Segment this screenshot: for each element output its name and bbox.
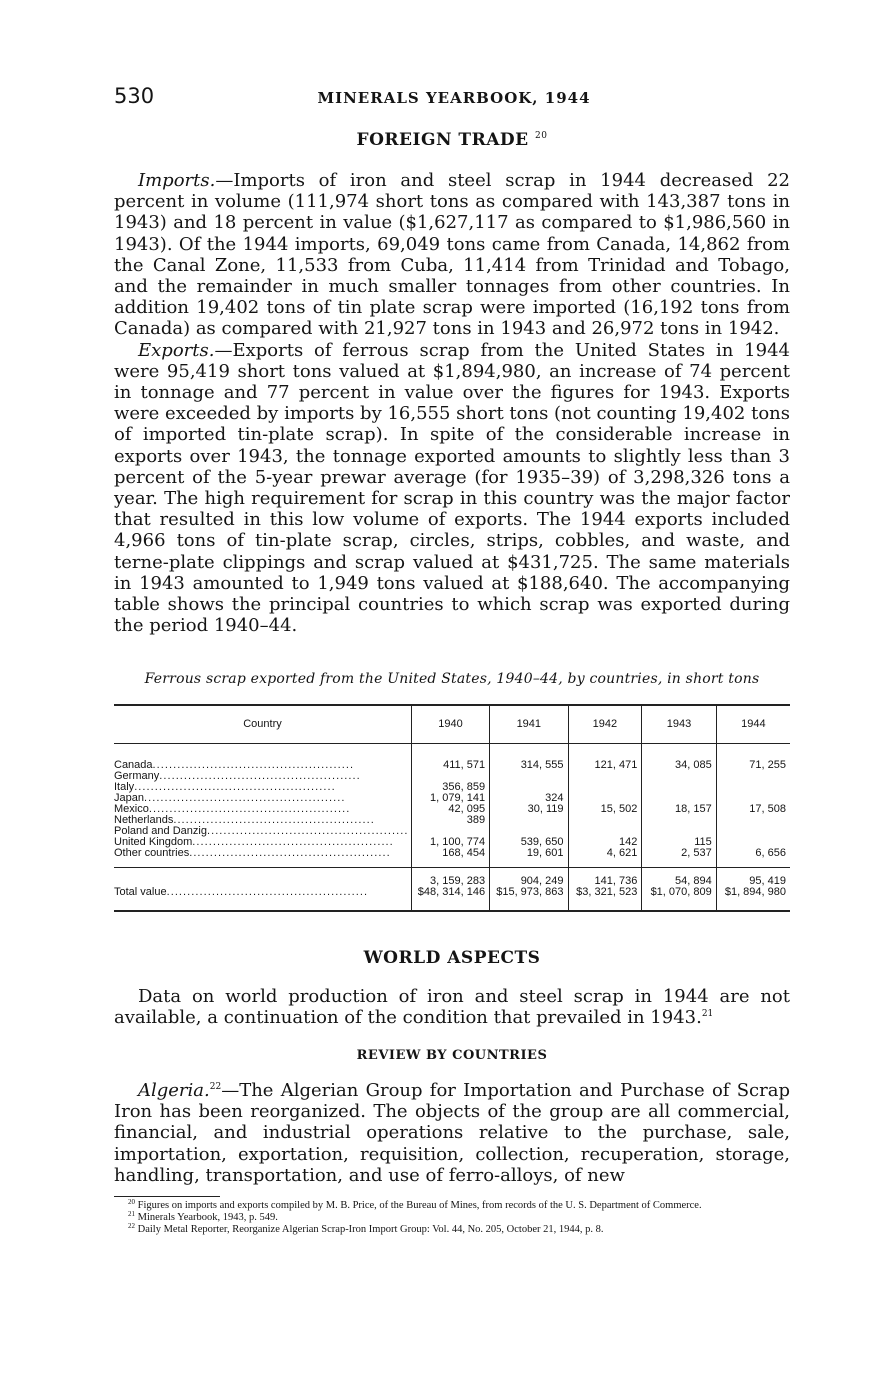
value-cell <box>568 771 642 782</box>
value-cell <box>716 782 790 793</box>
total-tons: 141, 736 <box>594 875 638 887</box>
value-cell: 2, 537 <box>642 848 716 868</box>
value-cell <box>642 782 716 793</box>
value-cell: 19, 601 <box>490 848 568 868</box>
table-total-row <box>114 868 790 912</box>
total-value: $15, 973, 863 <box>496 886 564 898</box>
country-cell <box>114 793 411 804</box>
table-body <box>114 744 790 912</box>
total-tons: 54, 894 <box>675 875 712 887</box>
value-cell: 18, 157 <box>642 804 716 815</box>
footnote-ref-22: 22 <box>209 1082 222 1092</box>
country-name: Poland and Danzig <box>114 825 207 837</box>
total-cell <box>568 868 642 912</box>
total-label: Total value <box>114 886 167 898</box>
foreign-trade-body <box>114 170 790 636</box>
value-cell: 17, 508 <box>716 804 790 815</box>
footnote-text: Daily Metal Reporter, Reorganize Algerian Scrap-Iron Import Group: Vol. 44, No. 205, October 21, 1944, p. 8. <box>137 1224 604 1235</box>
algeria-body <box>114 1080 790 1186</box>
country-name: Other countries <box>114 847 190 859</box>
imports-label: Imports. <box>138 170 216 191</box>
table-row <box>114 744 790 772</box>
section-title-review: REVIEW BY COUNTRIES <box>356 1048 548 1063</box>
total-tons: 904, 249 <box>520 875 564 887</box>
world-aspects-body <box>114 986 790 1028</box>
algeria-text: —The Algerian Group for Importation and Purchase of Scrap Iron has been reorganized. The objects of the group are all commercial, financial, and industrial operations relative to the purchase, sale, importation, exportation, requisition, collection, recuperation, storage, handling, transportation, and use of ferro-alloys, of new <box>114 1080 790 1186</box>
country-cell <box>114 848 411 868</box>
column-header: Country <box>114 705 411 744</box>
value-cell <box>716 826 790 837</box>
dot-leader <box>167 887 367 898</box>
table-header-row <box>114 705 790 744</box>
dot-leader <box>207 826 407 837</box>
table-row <box>114 804 790 815</box>
footnote-mark: 21 <box>128 1210 135 1218</box>
section-title-foreign-trade <box>114 130 790 150</box>
table-row <box>114 815 790 826</box>
value-cell: 30, 119 <box>490 804 568 815</box>
country-name: United Kingdom <box>114 836 193 848</box>
value-cell: 389 <box>411 815 489 826</box>
column-header: 1940 <box>411 705 489 744</box>
value-cell: 71, 255 <box>716 744 790 772</box>
column-header: 1944 <box>716 705 790 744</box>
dot-leader <box>153 760 353 771</box>
country-name: Italy <box>114 781 135 793</box>
total-cell <box>716 868 790 912</box>
country-name: Mexico <box>114 803 149 815</box>
total-tons: 3, 159, 283 <box>430 875 486 887</box>
country-name: Japan <box>114 792 144 804</box>
value-cell: 324 <box>490 793 568 804</box>
total-cell <box>490 868 568 912</box>
value-cell: 121, 471 <box>568 744 642 772</box>
running-head <box>114 86 794 112</box>
algeria-paragraph <box>114 1080 790 1186</box>
value-cell: 356, 859 <box>411 782 489 793</box>
footnote <box>114 1224 790 1236</box>
value-cell: 314, 555 <box>490 744 568 772</box>
value-cell <box>716 815 790 826</box>
country-name: Canada <box>114 759 153 771</box>
footnote <box>114 1212 790 1224</box>
value-cell: 115 <box>642 837 716 848</box>
value-cell: 411, 571 <box>411 744 489 772</box>
dot-leader <box>134 782 334 793</box>
country-name: Netherlands <box>114 814 174 826</box>
footnote-ref-21: 21 <box>701 1009 714 1020</box>
algeria-label: Algeria. <box>138 1080 210 1101</box>
total-value: $48, 314, 146 <box>417 886 486 898</box>
value-cell: 168, 454 <box>411 848 489 868</box>
imports-paragraph <box>114 170 790 340</box>
value-cell <box>568 815 642 826</box>
scrap-exports-table <box>114 704 790 912</box>
value-cell: 4, 621 <box>568 848 642 868</box>
world-aspects-text: Data on world production of iron and steel scrap in 1944 are not available, a continuation of the condition that prevailed in 1943. <box>114 986 790 1029</box>
page-number: 530 <box>114 84 155 108</box>
world-aspects-paragraph <box>114 986 790 1028</box>
total-tons: 95, 419 <box>749 875 786 887</box>
total-value: $3, 321, 523 <box>576 886 638 898</box>
footnote-mark: 22 <box>128 1222 135 1230</box>
exports-paragraph <box>114 340 790 637</box>
exports-text: —Exports of ferrous scrap from the United States in 1944 were 95,419 short tons valued at $1,894,980, an increase of 74 percent in tonnage and 77 percent in value over the figures for 1943. Exports were exceeded by imports by 16,555 short tons (not counting 19,402 tons of imported tin-plate scrap). In spite of the considerable increase in exports over 1943, the tonnage exported amounts to slightly less than 3 percent of the 5-year prewar average (for 1935–39) of 3,298,326 tons a year. The high requirement for scrap in this country was the major factor that resulted in this low volume of exports. The 1944 exports included 4,966 tons of tin-plate scrap, circles, strips, cobbles, and waste, and terne-plate clippings and scrap valued at $431,725. The same materials in 1943 amounted to 1,949 tons valued at $188,640. The accompanying table shows the principal countries to which scrap was exported during the period 1940–44. <box>114 339 790 637</box>
table-caption: Ferrous scrap exported from the United States, 1940–44, by countries, in short tons <box>144 671 760 687</box>
column-header: 1942 <box>568 705 642 744</box>
table-row <box>114 848 790 868</box>
book-title: MINERALS YEARBOOK, 1944 <box>317 89 591 107</box>
country-cell <box>114 782 411 793</box>
imports-text: —Imports of iron and steel scrap in 1944 decreased 22 percent in volume (111,974 short tons as compared with 143,387 tons in 1943) and 18 percent in value ($1,627,117 as compared to $1,986,560 in 1943). Of the 1944 imports, 69,049 tons came from Canada, 14,862 from the Canal Zone, 11,533 from Cuba, 11,414 from Trinidad and Tobago, and the remainder in much smaller tonnages from other countries. In addition 19,402 tons of tin plate scrap were imported (16,192 tons from Canada) as compared with 21,927 tons in 1943 and 26,972 tons in 1942. <box>114 170 790 340</box>
total-value: $1, 894, 980 <box>724 886 786 898</box>
dot-leader <box>149 804 349 815</box>
value-cell <box>642 815 716 826</box>
value-cell: 1, 079, 141 <box>411 793 489 804</box>
dot-leader <box>189 848 389 859</box>
column-header: 1941 <box>490 705 568 744</box>
footnotes <box>114 1200 790 1236</box>
exports-label: Exports. <box>138 339 215 361</box>
value-cell: 42, 095 <box>411 804 489 815</box>
footnote-mark: 20 <box>128 1198 135 1206</box>
value-cell <box>642 771 716 782</box>
value-cell: 15, 502 <box>568 804 642 815</box>
total-cell <box>642 868 716 912</box>
country-cell <box>114 744 411 772</box>
total-label-cell <box>114 868 411 912</box>
footnote-text: Figures on imports and exports compiled by M. B. Price, of the Bureau of Mines, from records of the U. S. Department of Commerce. <box>137 1200 702 1211</box>
value-cell <box>490 815 568 826</box>
value-cell <box>568 782 642 793</box>
value-cell: 539, 650 <box>490 837 568 848</box>
value-cell <box>716 771 790 782</box>
column-header: 1943 <box>642 705 716 744</box>
total-cell <box>411 868 489 912</box>
value-cell <box>490 771 568 782</box>
value-cell: 1, 100, 774 <box>411 837 489 848</box>
country-cell <box>114 771 411 782</box>
value-cell: 34, 085 <box>642 744 716 772</box>
footnote-text: Minerals Yearbook, 1943, p. 549. <box>137 1212 278 1223</box>
total-value: $1, 070, 809 <box>650 886 712 898</box>
section-title-text: FOREIGN TRADE <box>356 130 529 150</box>
value-cell: 142 <box>568 837 642 848</box>
value-cell: 6, 656 <box>716 848 790 868</box>
country-name: Germany <box>114 770 160 782</box>
dot-leader <box>144 793 344 804</box>
dot-leader <box>192 837 392 848</box>
section-title-world-aspects: WORLD ASPECTS <box>363 948 541 968</box>
dot-leader <box>159 771 359 782</box>
footnote <box>114 1200 790 1212</box>
footnote-ref-20: 20 <box>535 131 548 141</box>
footnote-divider <box>114 1196 220 1197</box>
